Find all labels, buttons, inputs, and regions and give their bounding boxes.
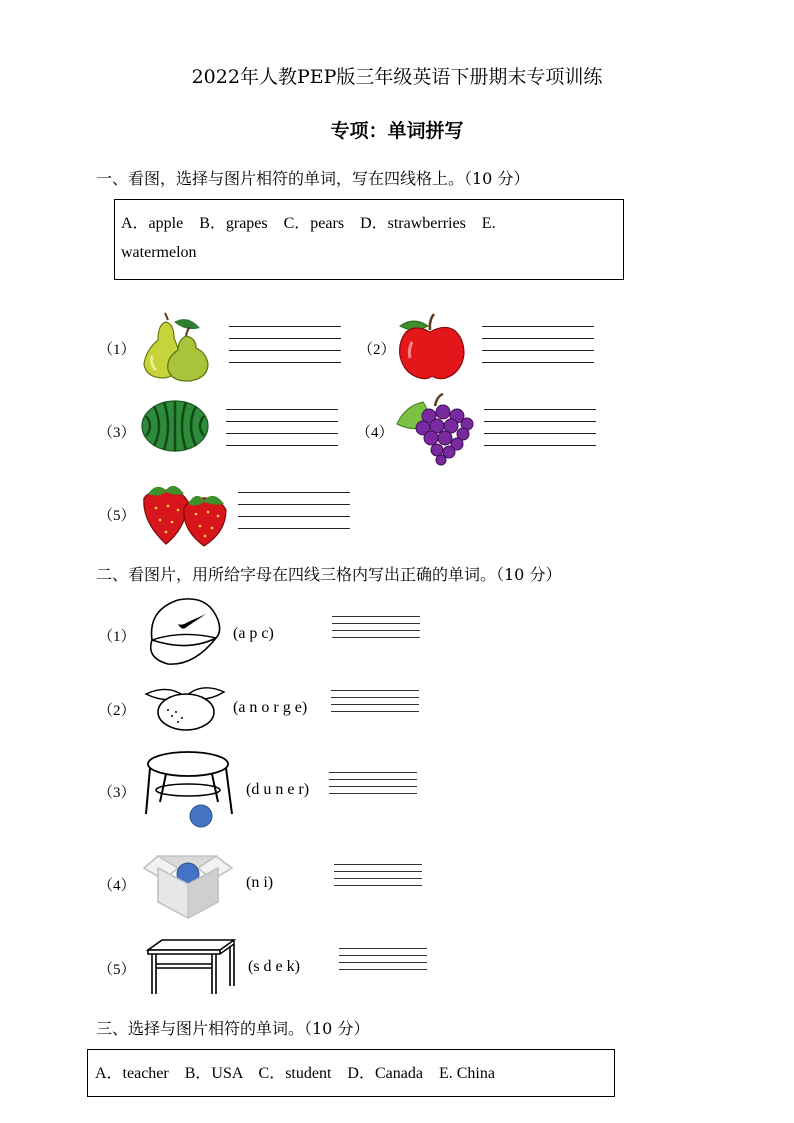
orange-icon bbox=[142, 680, 226, 732]
s1-item3-writing-lines bbox=[226, 409, 338, 457]
s2-item3-letters: (d u n e r) bbox=[246, 781, 310, 798]
apple-icon bbox=[396, 312, 466, 380]
s2-item3-number: （3） bbox=[98, 785, 136, 801]
s2-item5-writing-lines bbox=[339, 948, 427, 976]
pears-icon bbox=[138, 312, 212, 382]
s2-item3-writing-lines bbox=[329, 772, 417, 800]
s2-item5-number: （5） bbox=[98, 962, 136, 978]
section1-options-box bbox=[114, 199, 624, 280]
cap-icon bbox=[142, 596, 224, 668]
s2-item4-letters: (n i) bbox=[246, 874, 274, 891]
s1-item2-number: （2） bbox=[358, 342, 396, 358]
watermelon-icon bbox=[140, 400, 210, 452]
s2-item4-writing-lines bbox=[334, 864, 422, 892]
ball-in-box-icon bbox=[142, 850, 234, 920]
s2-item2-number: （2） bbox=[98, 703, 136, 719]
section1-options-line1: A．apple B．grapes C．pears D．strawberries E. bbox=[121, 215, 496, 232]
desk-icon bbox=[146, 938, 236, 998]
page-subtitle: 专项：单词拼写 bbox=[330, 120, 464, 142]
s2-item4-number: （4） bbox=[98, 878, 136, 894]
section1-heading: 一、看图，选择与图片相符的单词，写在四线格上。（10 分） bbox=[96, 169, 530, 188]
s2-item1-number: （1） bbox=[98, 629, 136, 645]
s2-item5-letters: (s d e k) bbox=[248, 958, 300, 975]
s1-item2-writing-lines bbox=[482, 326, 594, 374]
s2-item2-writing-lines bbox=[331, 690, 419, 718]
section2-heading: 二、看图片，用所给字母在四线三格内写出正确的单词。（10 分） bbox=[96, 565, 562, 584]
section3-options-box bbox=[87, 1049, 615, 1097]
strawberries-icon bbox=[138, 478, 236, 548]
section1-options-line2: watermelon bbox=[121, 244, 197, 261]
s1-item1-writing-lines bbox=[229, 326, 341, 374]
page-title: 2022年人教PEP版三年级英语下册期末专项训练 bbox=[191, 66, 603, 88]
s1-item4-number: （4） bbox=[356, 425, 394, 441]
s2-item1-writing-lines bbox=[332, 616, 420, 644]
ball-under-table-icon bbox=[142, 748, 238, 832]
s2-item1-letters: (a p c) bbox=[233, 625, 274, 642]
section3-options: A．teacher B．USA C．student D．Canada E. China bbox=[95, 1065, 495, 1082]
grapes-icon bbox=[395, 392, 475, 466]
s1-item5-number: （5） bbox=[98, 508, 136, 524]
s1-item4-writing-lines bbox=[484, 409, 596, 457]
s1-item5-writing-lines bbox=[238, 492, 350, 540]
s1-item1-number: （1） bbox=[98, 342, 136, 358]
s2-item2-letters: (a n o r g e) bbox=[233, 699, 308, 716]
section3-heading: 三、选择与图片相符的单词。（10 分） bbox=[96, 1019, 370, 1038]
s1-item3-number: （3） bbox=[98, 425, 136, 441]
